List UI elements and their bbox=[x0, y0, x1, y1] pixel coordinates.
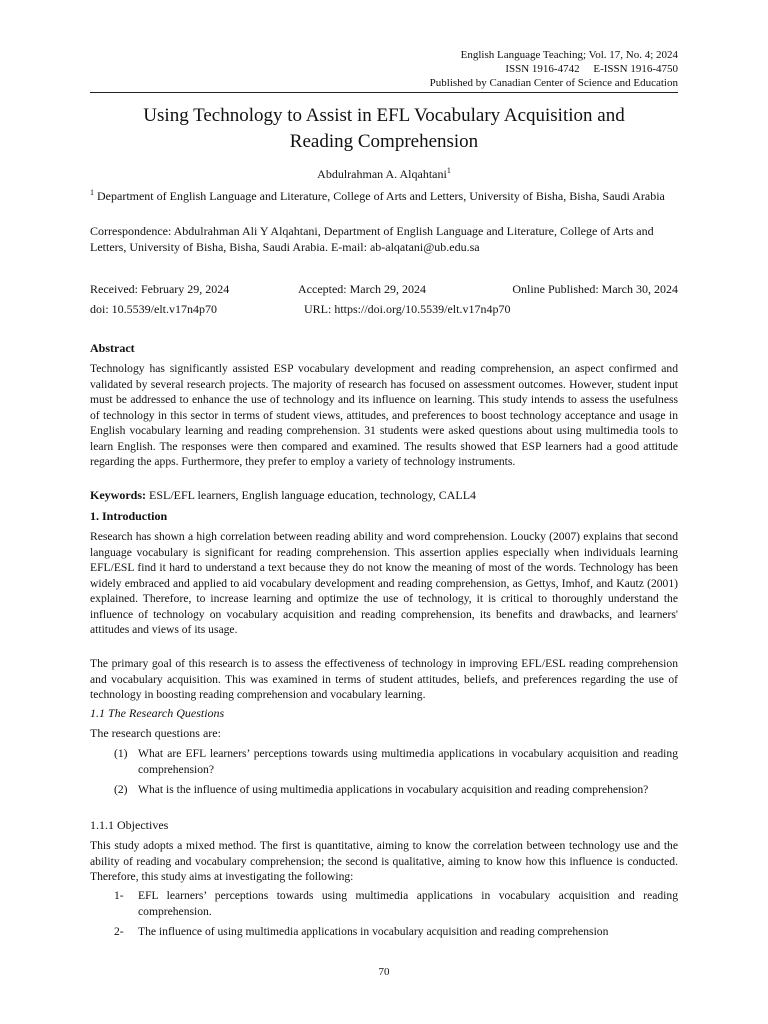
list-text: What are EFL learners’ perceptions towards using multimedia applications in vocabulary acquisition and reading comprehension? bbox=[138, 747, 678, 776]
received-date: Received: February 29, 2024 bbox=[90, 282, 230, 296]
author-name: Abdulrahman A. Alqahtani bbox=[317, 167, 447, 181]
intro-paragraph-2: The primary goal of this research is to assess the effectiveness of technology in improving EFL/ESL reading comprehension and vocabulary acquisition. This was examined in terms of student attitudes, beliefs, and preferences regarding the use of technology in boosting reading comprehension and vocabulary learning. bbox=[90, 657, 678, 701]
research-question-item bbox=[114, 746, 678, 777]
list-number: 1- bbox=[114, 889, 124, 902]
research-question-item bbox=[114, 782, 678, 798]
objective-item bbox=[114, 888, 678, 919]
correspondence: Correspondence: Abdulrahman Ali Y Alqahtani, Department of English Language and Literature, College of Arts and Letters, University of Bisha, Bisha, Saudi Arabia. E-mail: ab-alqatani@ub.edu.sa bbox=[90, 224, 654, 254]
list-number: (2) bbox=[114, 783, 128, 796]
paper-title bbox=[90, 103, 678, 155]
author-line bbox=[90, 166, 678, 182]
online-date: Online Published: March 30, 2024 bbox=[512, 282, 678, 296]
keywords-text: ESL/EFL learners, English language education, technology, CALL4 bbox=[146, 488, 477, 502]
abstract-heading: Abstract bbox=[90, 341, 135, 355]
intro-paragraph-1: Research has shown a high correlation between reading ability and word comprehension. Loucky (2007) explains that second language vocabulary is significant for reading comprehension. This assertion applies especially when individuals learning EFL/ESL find it hard to understand a text because they do not know the meaning of most of the words. Technology has been widely embraced and applied to aid vocabulary development and reading comprehension, as Gettys, Imhof, and Kautz (2001) explained. Therefore, to increase learning and optimize the use of technology, it is critical to thoroughly understand the influence of technology on vocabulary acquisition and reading comprehension, its benefits and drawbacks, and learners' attitudes and views of its usage. bbox=[90, 530, 678, 636]
accepted-date: Accepted: March 29, 2024 bbox=[298, 282, 426, 296]
header-divider bbox=[90, 92, 678, 93]
author-sup: 1 bbox=[446, 166, 451, 175]
abstract-text: Technology has significantly assisted ESP vocabulary development and reading comprehension, an aspect confirmed and validated by several research projects. The majority of research has focused on assessment outcomes. However, student input must be addressed to enhance the use of technology and its influence on learning. This study intends to assess the usefulness of technology in this sector in terms of student views, attitudes, and preferences to boost technology acceptance and usage in English vocabulary learning and reading comprehension. 31 students were asked questions about using multimedia tools to learn English. The responses were then compared and examined. The results showed that ESP learners had a good attitude regarding the apps. Furthermore, they prefer to employ a variety of technology instruments. bbox=[90, 362, 678, 468]
issn-line: ISSN 1916-4742 E-ISSN 1916-4750 bbox=[505, 63, 678, 75]
research-questions-intro: The research questions are: bbox=[90, 726, 221, 740]
list-number: (1) bbox=[114, 747, 128, 760]
list-text: What is the influence of using multimedia applications in vocabulary acquisition and reading comprehension? bbox=[138, 783, 649, 796]
list-text: EFL learners’ perceptions towards using multimedia applications in vocabulary acquisition and reading comprehension. bbox=[138, 889, 678, 918]
affiliation bbox=[90, 188, 678, 204]
doi-text: doi: 10.5539/elt.v17n4p70 bbox=[90, 302, 217, 316]
publisher-line: Published by Canadian Center of Science and Education bbox=[429, 77, 678, 89]
affiliation-text: Department of English Language and Literature, College of Arts and Letters, University of Bisha, Bisha, Saudi Arabia bbox=[97, 189, 665, 203]
keywords-label: Keywords: bbox=[90, 488, 146, 502]
list-number: 2- bbox=[114, 925, 124, 938]
objective-item bbox=[114, 924, 678, 940]
objectives-heading: 1.1.1 Objectives bbox=[90, 818, 169, 832]
title-line-1: Using Technology to Assist in EFL Vocabulary Acquisition and bbox=[143, 105, 625, 126]
publication-dates bbox=[90, 281, 678, 321]
affiliation-sup: 1 bbox=[90, 188, 94, 197]
objectives-text: This study adopts a mixed method. The first is quantitative, aiming to know the correlation between technology use and the ability of reading and vocabulary comprehension; the second is qualitative, aiming to know how this influence is conducted. Therefore, this study aims at investigating the following: bbox=[90, 839, 678, 883]
url-link[interactable]: URL: https://doi.org/10.5539/elt.v17n4p70 bbox=[304, 302, 511, 316]
keywords-line bbox=[90, 488, 678, 504]
introduction-heading: 1. Introduction bbox=[90, 509, 168, 523]
journal-header bbox=[278, 48, 678, 90]
research-questions-heading: 1.1 The Research Questions bbox=[90, 706, 225, 720]
list-text: The influence of using multimedia applications in vocabulary acquisition and reading comprehension bbox=[138, 925, 609, 938]
page-number: 70 bbox=[378, 966, 390, 978]
journal-line: English Language Teaching; Vol. 17, No. 4; 2024 bbox=[460, 49, 678, 61]
title-line-2: Reading Comprehension bbox=[289, 131, 479, 152]
